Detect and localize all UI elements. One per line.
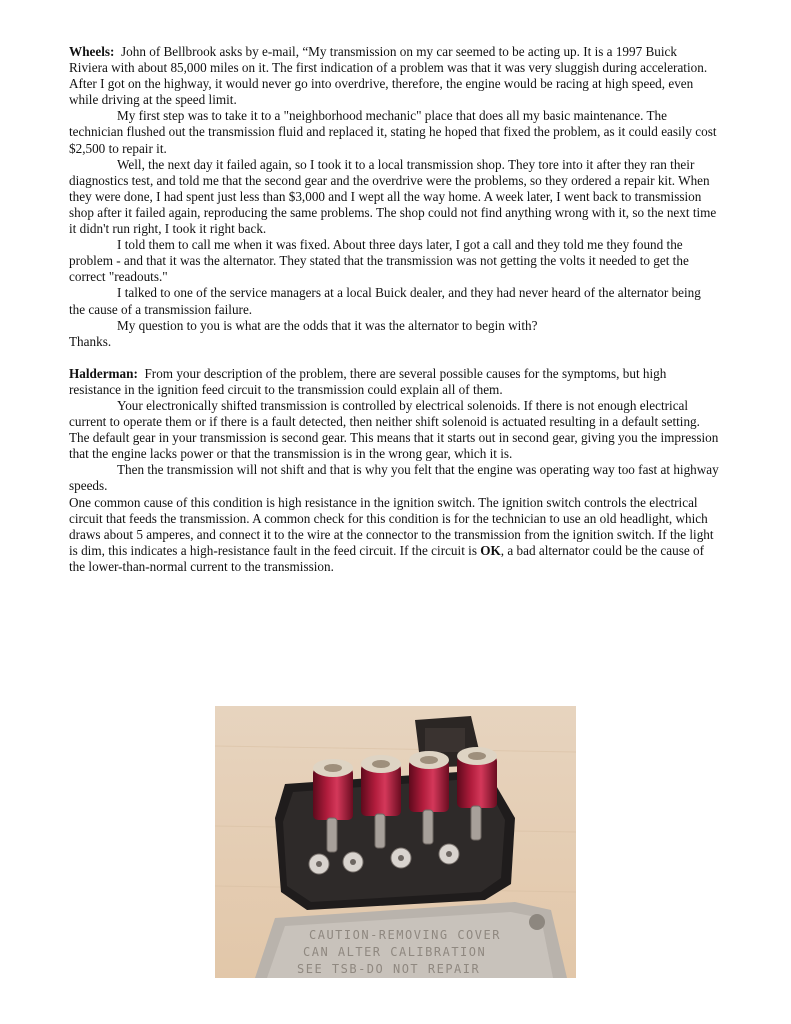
- question-para-3: Well, the next day it failed again, so I took it to a local transmission shop. They tore into it after they ran their diagnostics test, and told me that the second gear and the overdrive were the problems, so they ordered a repair kit. When they were done, I had spent just less than $3,000 and I wept all the way home. A week later, I went back to transmission shop after it failed again, reproducing the same problems. The shop could not find anything wrong with it, so the next time it didn't run right, I took it right back.: [69, 156, 717, 237]
- cover-line-3: SEE TSB-DO NOT REPAIR: [297, 962, 481, 976]
- question-para-4: I told them to call me when it was fixed. About three days later, I got a call and they told me they found the problem - and that it was the alternator. They stated that the transmission was not getting the volts it needed to get the correct "readouts.": [69, 237, 689, 285]
- question-para-1: Wheels: John of Bellbrook asks by e-mail, “My transmission on my car seemed to be acting up. It is a 1997 Buick Riviera with about 85,000 miles on it. The first indication of a problem was that it was very sluggish during acceleration. After I got on the highway, it would never go into overdrive, therefore, the engine would be racing at high speed, even while driving at the speed limit.: [69, 44, 708, 108]
- answer-para-4: One common cause of this condition is high resistance in the ignition switch. The ignition switch controls the electrical circuit that feeds the transmission. A common check for this condition is for the technician to use an old headlight, which draws about 5 amperes, and connect it to the wire at the connector to the transmission from the ignition switch. If the light is dim, this indicates a high-resistance fault in the feed circuit. If the circuit is OK, a bad alternator could be the cause of the lower-than-normal current to the transmission.: [69, 494, 714, 574]
- question-para-5: I talked to one of the service managers at a local Buick dealer, and they had never heard of the alternator being the cause of a transmission failure.: [69, 285, 701, 317]
- question-para-7: Thanks.: [69, 333, 112, 349]
- answer-para-2: Your electronically shifted transmission is controlled by electrical solenoids. If there is not enough electrical current to operate them or if there is a fault detected, then neither shift solenoid is actuated resulting in a default setting. The default gear in your transmission is second gear. This means that it starts out in second gear, giving you the impression that the engine lacks power or that the transmission is in the wrong gear, which it is.: [69, 397, 719, 462]
- solenoid-pack-photo: [215, 706, 576, 978]
- answer-label: Halderman:: [69, 365, 138, 381]
- answer-para-3: Then the transmission will not shift and that is why you felt that the engine was operating way too fast at highway speeds.: [69, 462, 719, 494]
- article: [69, 44, 719, 575]
- answer-para-1: Halderman: From your description of the problem, there are several possible causes for the symptoms, but high resistance in the ignition feed circuit to the transmission could explain all of them.: [69, 365, 667, 397]
- question-label: Wheels:: [69, 44, 115, 59]
- cover-line-2: CAN ALTER CALIBRATION: [303, 945, 487, 959]
- question-para-6: My question to you is what are the odds that it was the alternator to begin with?: [117, 317, 538, 333]
- question-para-2: My first step was to take it to a "neighborhood mechanic" place that does all my basic maintenance. The technician flushed out the transmission fluid and replaced it, stating he hoped that fixed the problem, as it could easily cost $2,500 to repair it.: [69, 108, 717, 156]
- cover-line-1: CAUTION-REMOVING COVER: [309, 928, 501, 942]
- cover-embossed-text: [297, 928, 501, 976]
